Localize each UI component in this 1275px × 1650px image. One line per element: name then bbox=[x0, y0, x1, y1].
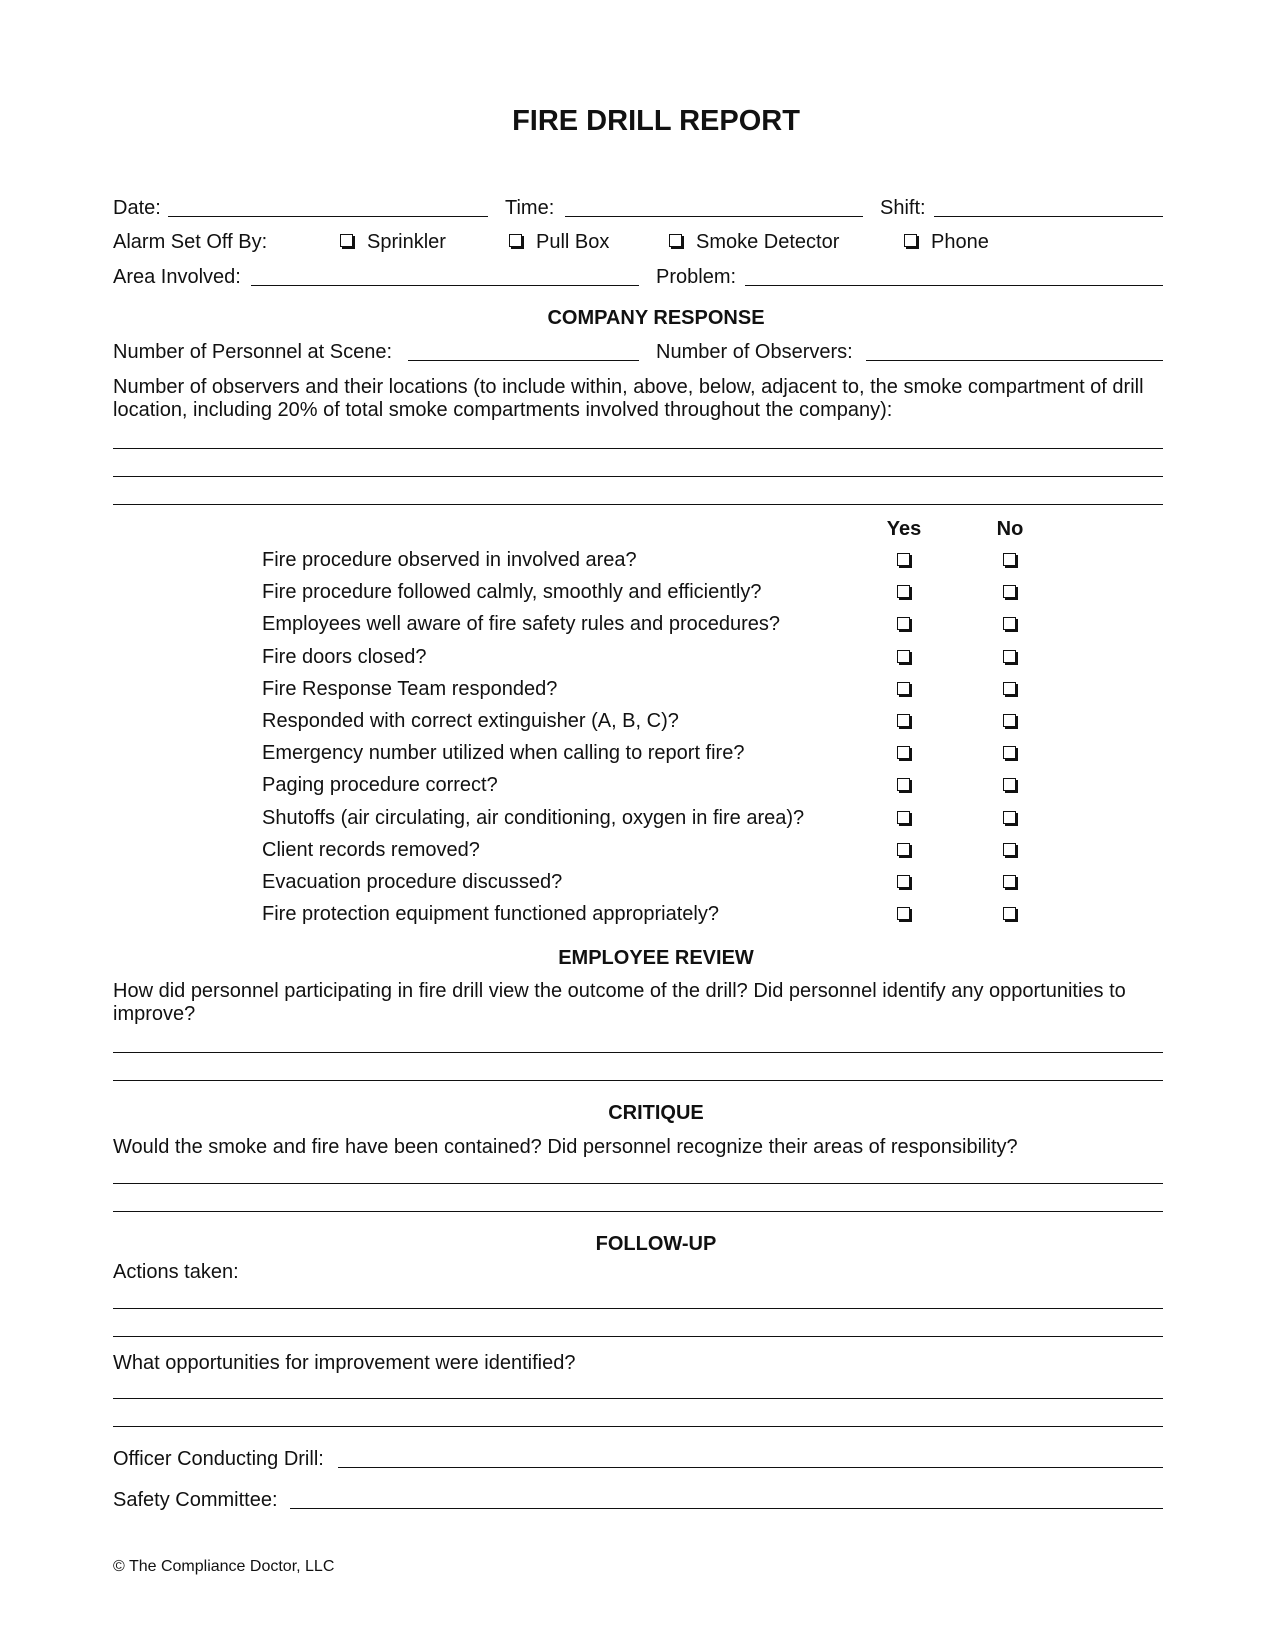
improvement-line-1[interactable] bbox=[113, 1398, 1163, 1399]
yes-checkbox[interactable] bbox=[897, 617, 910, 630]
area-label: Area Involved: bbox=[113, 266, 241, 288]
yes-checkbox[interactable] bbox=[897, 553, 910, 566]
improvement-label: What opportunities for improvement were identified? bbox=[113, 1352, 576, 1374]
no-checkbox[interactable] bbox=[1003, 778, 1016, 791]
copyright-footer: © The Compliance Doctor, LLC bbox=[113, 1558, 335, 1575]
employee-review-prompt: How did personnel participating in fire drill view the outcome of the drill? Did personnel identify any opportunities to improve? bbox=[113, 980, 1126, 1025]
alarm-option-label: Pull Box bbox=[536, 231, 610, 253]
actions-line-1[interactable] bbox=[113, 1308, 1163, 1309]
checklist-question: Emergency number utilized when calling to report fire? bbox=[262, 742, 745, 764]
yes-checkbox[interactable] bbox=[897, 811, 910, 824]
date-field[interactable] bbox=[168, 216, 488, 217]
yes-checkbox[interactable] bbox=[897, 746, 910, 759]
officer-label: Officer Conducting Drill: bbox=[113, 1448, 324, 1470]
locations-line-2[interactable] bbox=[113, 476, 1163, 477]
actions-line-2[interactable] bbox=[113, 1336, 1163, 1337]
no-column-header: No bbox=[996, 518, 1024, 540]
critique-line-2[interactable] bbox=[113, 1211, 1163, 1212]
checklist-question: Fire protection equipment functioned appropriately? bbox=[262, 903, 719, 925]
actions-label: Actions taken: bbox=[113, 1261, 239, 1283]
improvement-line-2[interactable] bbox=[113, 1426, 1163, 1427]
no-checkbox[interactable] bbox=[1003, 553, 1016, 566]
yes-checkbox[interactable] bbox=[897, 907, 910, 920]
checklist-question: Evacuation procedure discussed? bbox=[262, 871, 563, 893]
yes-checkbox[interactable] bbox=[897, 650, 910, 663]
alarm-option-label: Smoke Detector bbox=[696, 231, 840, 253]
company-response-heading: COMPANY RESPONSE bbox=[547, 307, 765, 329]
yes-checkbox[interactable] bbox=[897, 778, 910, 791]
time-label: Time: bbox=[505, 197, 555, 219]
yes-checkbox[interactable] bbox=[897, 714, 910, 727]
shift-label: Shift: bbox=[880, 197, 926, 219]
observers-label: Number of Observers: bbox=[656, 341, 853, 363]
yes-checkbox[interactable] bbox=[897, 682, 910, 695]
yes-checkbox[interactable] bbox=[897, 843, 910, 856]
area-field[interactable] bbox=[251, 285, 639, 286]
date-label: Date: bbox=[113, 197, 161, 219]
critique-heading: CRITIQUE bbox=[608, 1102, 704, 1124]
problem-field[interactable] bbox=[745, 285, 1163, 286]
checkbox-icon bbox=[669, 234, 682, 247]
yes-checkbox[interactable] bbox=[897, 585, 910, 598]
officer-field[interactable] bbox=[338, 1467, 1163, 1468]
alarm-label: Alarm Set Off By: bbox=[113, 231, 268, 253]
alarm-option-smoke-detector[interactable] bbox=[669, 230, 839, 254]
no-checkbox[interactable] bbox=[1003, 907, 1016, 920]
locations-line-1[interactable] bbox=[113, 448, 1163, 449]
follow-up-heading: FOLLOW-UP bbox=[595, 1233, 717, 1255]
personnel-field[interactable] bbox=[408, 360, 639, 361]
time-field[interactable] bbox=[565, 216, 863, 217]
employee-review-line-1[interactable] bbox=[113, 1052, 1163, 1053]
shift-field[interactable] bbox=[934, 216, 1163, 217]
alarm-option-label: Phone bbox=[931, 231, 989, 253]
no-checkbox[interactable] bbox=[1003, 714, 1016, 727]
no-checkbox[interactable] bbox=[1003, 585, 1016, 598]
no-checkbox[interactable] bbox=[1003, 682, 1016, 695]
no-checkbox[interactable] bbox=[1003, 650, 1016, 663]
yes-checkbox[interactable] bbox=[897, 875, 910, 888]
checklist-question: Client records removed? bbox=[262, 839, 480, 861]
no-checkbox[interactable] bbox=[1003, 811, 1016, 824]
no-checkbox[interactable] bbox=[1003, 843, 1016, 856]
alarm-option-label: Sprinkler bbox=[367, 231, 446, 253]
checklist-question: Fire procedure observed in involved area? bbox=[262, 549, 637, 571]
personnel-label: Number of Personnel at Scene: bbox=[113, 341, 393, 363]
alarm-option-phone[interactable] bbox=[904, 230, 989, 254]
no-checkbox[interactable] bbox=[1003, 617, 1016, 630]
checklist-question: Paging procedure correct? bbox=[262, 774, 498, 796]
yes-column-header: Yes bbox=[886, 518, 922, 540]
checklist-question: Fire doors closed? bbox=[262, 646, 427, 668]
no-checkbox[interactable] bbox=[1003, 746, 1016, 759]
critique-prompt: Would the smoke and fire have been contained? Did personnel recognize their areas of responsibility? bbox=[113, 1136, 1018, 1158]
employee-review-line-2[interactable] bbox=[113, 1080, 1163, 1081]
locations-line-3[interactable] bbox=[113, 504, 1163, 505]
no-checkbox[interactable] bbox=[1003, 875, 1016, 888]
checklist-question: Fire procedure followed calmly, smoothly and efficiently? bbox=[262, 581, 762, 603]
alarm-option-sprinkler[interactable] bbox=[340, 230, 446, 254]
employee-review-heading: EMPLOYEE REVIEW bbox=[558, 947, 754, 969]
critique-line-1[interactable] bbox=[113, 1183, 1163, 1184]
locations-prompt: Number of observers and their locations (to include within, above, below, adjacent to, the smoke compartment of drill location, including 20% of total smoke compartments involved throughout the company): bbox=[113, 376, 1144, 421]
problem-label: Problem: bbox=[656, 266, 737, 288]
committee-field[interactable] bbox=[290, 1508, 1163, 1509]
checkbox-icon bbox=[509, 234, 522, 247]
observers-field[interactable] bbox=[866, 360, 1163, 361]
checklist-question: Employees well aware of fire safety rules and procedures? bbox=[262, 613, 781, 635]
checkbox-icon bbox=[340, 234, 353, 247]
checklist-question: Shutoffs (air circulating, air conditioning, oxygen in fire area)? bbox=[262, 807, 805, 829]
page-title: FIRE DRILL REPORT bbox=[512, 105, 800, 137]
committee-label: Safety Committee: bbox=[113, 1489, 278, 1511]
checklist-question: Responded with correct extinguisher (A, B, C)? bbox=[262, 710, 679, 732]
alarm-option-pull-box[interactable] bbox=[509, 230, 609, 254]
checklist-question: Fire Response Team responded? bbox=[262, 678, 558, 700]
checkbox-icon bbox=[904, 234, 917, 247]
